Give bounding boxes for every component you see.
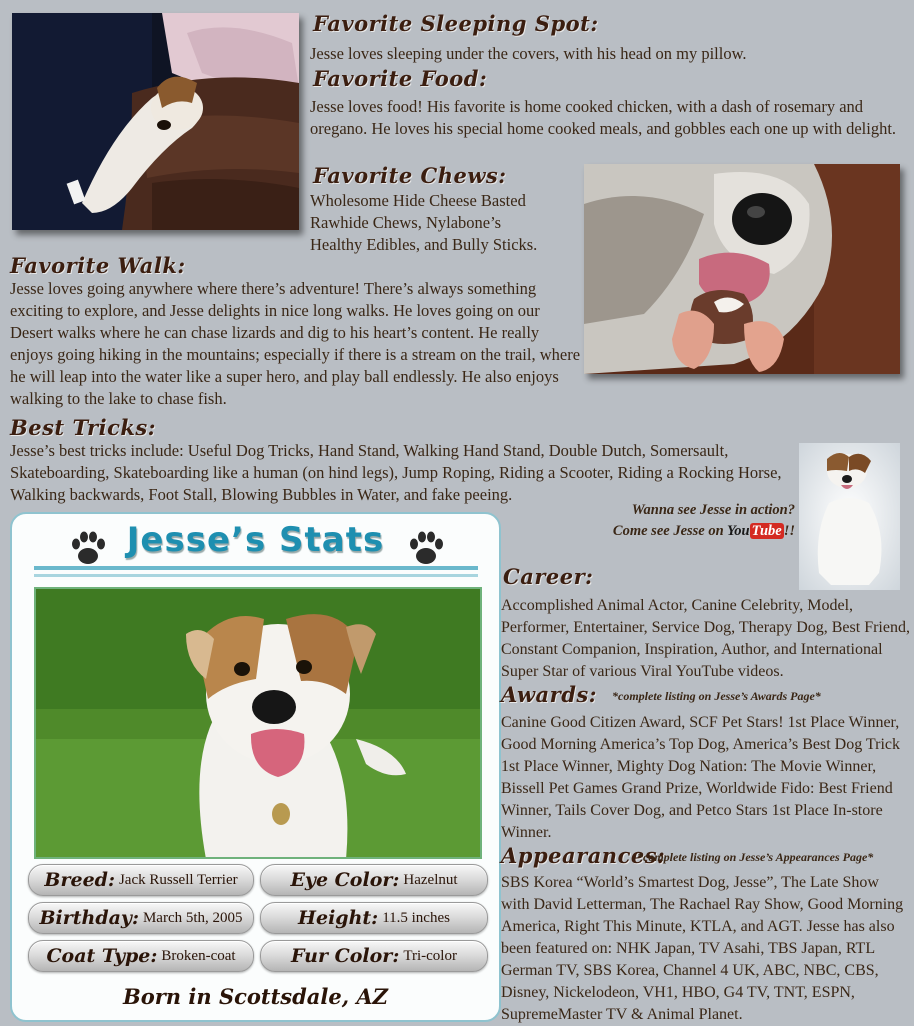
heading-career: Career: (503, 564, 594, 589)
text-favorite-chews (310, 190, 580, 256)
stat-coat-type (28, 940, 254, 972)
stats-title: Jesse’s Stats (126, 520, 385, 560)
divider (34, 566, 478, 570)
heading-favorite-chews: Favorite Chews: (313, 163, 507, 188)
photo-jesse-portrait (34, 587, 482, 859)
heading-appearances: Appearances: (501, 843, 666, 868)
stat-height (260, 902, 488, 934)
note-appearances-page[interactable]: *complete listing on Jesse’s Appearances Page* (637, 850, 874, 864)
youtube-logo-you[interactable]: You (727, 523, 750, 539)
chews-line-1: Wholesome Hide Cheese Basted (310, 191, 526, 210)
text-best-tricks: Jesse’s best tricks include: Useful Dog Tricks, Hand Stand, Walking Hand Stand, Double Dutch, Somersault, Skateboarding, Skateboarding like a human (on hind legs), Jump Roping, Riding a Scooter, Riding a Rocking Horse, Walking backwards, Foot Stall, Blowing Bubbles in Water, and fake peeing. (10, 441, 782, 504)
text-sleeping-spot: Jesse loves sleeping under the covers, with his head on my pillow. (310, 44, 747, 63)
text-favorite-walk: Jesse loves going anywhere where there’s adventure! There’s always something exciting to explore, and Jesse delights in nice long walks. He loves going on our Desert walks where he can chase lizards and dig to his heart’s content. He really enjoys going hiking in the mountains; especially if there is a stream on the trail, where he will leap into the water like a super hero, and play ball endlessly. He also enjoys walking to the lake to chase fish. (10, 279, 581, 408)
chews-line-3: Healthy Edibles, and Bully Sticks. (310, 235, 538, 254)
heading-favorite-walk: Favorite Walk: (10, 253, 186, 278)
heading-awards: Awards: (501, 682, 597, 707)
heading-sleeping-spot: Favorite Sleeping Spot: (313, 11, 599, 36)
stat-eye-color-label: Eye Color: (290, 869, 400, 891)
photo-sleeping-dog (12, 13, 299, 230)
stat-birthday-value: March 5th, 2005 (142, 909, 243, 926)
stat-height-label: Height: (298, 907, 379, 929)
text-awards: Canine Good Citizen Award, SCF Pet Stars! 1st Place Winner, Good Morning America’s Top Dog, America’s Best Dog Trick 1st Place Winner, Mighty Dog Nation: The Movie Winner, Bissell Pet Games Grand Prize, Worldwide Fido: Best Friend Winner, Tails Cover Dog, and Petco Stars 1st Place In-store Winner. (501, 714, 901, 841)
stats-card (10, 512, 501, 1022)
text-career: Accomplished Animal Actor, Canine Celebrity, Model, Performer, Entertainer, Service Dog, Therapy Dog, Best Friend, Constant Companion, Inspiration, Author, and International Super Star of various Viral YouTube videos. (501, 597, 910, 680)
stat-breed-label: Breed: (44, 869, 115, 891)
youtube-prompt (590, 500, 795, 542)
youtube-logo-tube[interactable]: Tube (751, 523, 782, 539)
stat-fur-color-value: Tri-color (403, 947, 457, 964)
stat-fur-color-label: Fur Color: (291, 945, 400, 967)
stat-breed-value: Jack Russell Terrier (118, 871, 238, 888)
stat-fur-color (260, 940, 488, 972)
heading-best-tricks: Best Tricks: (10, 415, 156, 440)
youtube-line-2[interactable] (590, 521, 795, 542)
birthplace: Born in Scottsdale, AZ (122, 984, 388, 1009)
stat-eye-color-value: Hazelnut (403, 871, 458, 888)
stat-breed (28, 864, 254, 896)
youtube-line-1: Wanna see Jesse in action? (631, 502, 795, 518)
youtube-line-2-suffix: !! (783, 523, 795, 539)
stat-height-value: 11.5 inches (382, 909, 450, 926)
photo-dog-treat (584, 164, 900, 374)
stat-birthday (28, 902, 254, 934)
youtube-line-2-prefix: Come see Jesse on (612, 523, 728, 539)
photo-dog-sitting (799, 443, 900, 590)
heading-favorite-food: Favorite Food: (313, 66, 488, 91)
stat-eye-color (260, 864, 488, 896)
text-favorite-food: Jesse loves food! His favorite is home cooked chicken, with a dash of rosemary and oregano. He loves his special home cooked meals, and gobbles each one up with delight. (310, 97, 897, 138)
note-awards-page[interactable]: *complete listing on Jesse’s Awards Page* (612, 689, 821, 703)
stat-coat-type-value: Broken-coat (161, 947, 236, 964)
text-appearances: SBS Korea “World’s Smartest Dog, Jesse”, The Late Show with David Letterman, The Rachael Ray Show, Good Morning America, Right This Minute, KTLA, and AGT. Jesse has also been featured on: NHK Japan, TV Asahi, TBS Japan, RTL German TV, SBS Korea, Channel 4 UK, ABC, NBC, CBS, Disney, Nickelodeon, VH1, HBO, G4 TV, TNT, ESPN, SupremeMaster TV & Animal Planet. (501, 874, 904, 1023)
divider (34, 574, 478, 577)
stat-birthday-label: Birthday: (39, 907, 139, 929)
stat-coat-type-label: Coat Type: (46, 945, 158, 967)
chews-line-2: Rawhide Chews, Nylabone’s (310, 213, 502, 232)
